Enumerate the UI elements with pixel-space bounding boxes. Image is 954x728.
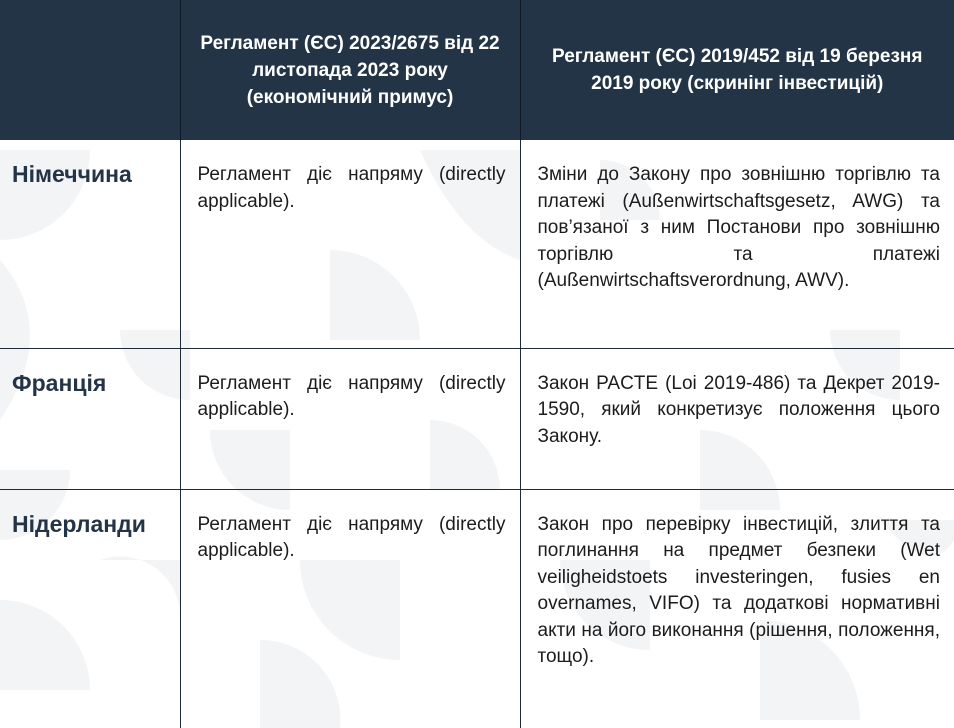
- country-label: Німеччина: [0, 140, 180, 348]
- table-row-france: [0, 348, 954, 489]
- table-cell: Закон PACTE (Loi 2019-486) та Декрет 2019-1590, який конкретизує положення цього Закону.: [520, 348, 954, 489]
- table-cell: Зміни до Закону про зовнішню торгівлю та платежі (Außenwirtschaftsgesetz, AWG) та пов’язаної з ним Постанови про зовнішню торгівлю та платежі (Außenwirtschaftsverordnung, AWV).: [520, 140, 954, 348]
- header-corner-cell: [0, 0, 180, 140]
- table-header-row: [0, 0, 954, 140]
- table-row-netherlands: [0, 489, 954, 728]
- table-cell: Регламент діє напряму (directly applicable).: [180, 489, 520, 728]
- table-cell: Закон про перевірку інвестицій, злиття та поглинання на предмет безпеки (Wet veiligheidstoets investeringen, fusies en overnames, VIFO) та додаткові нормативні акти на його виконання (рішення, положення, тощо).: [537, 513, 940, 667]
- header-regulation-2019-452: Регламент (ЄС) 2019/452 від 19 березня 2019 року (скринінг інвестицій): [520, 0, 954, 140]
- country-label: Нідерланди: [0, 489, 180, 728]
- table-row-germany: [0, 140, 954, 348]
- country-label: Франція: [0, 348, 180, 489]
- table-cell: Регламент діє напряму (directly applicable).: [180, 140, 520, 348]
- table-cell: Регламент діє напряму (directly applicable).: [180, 348, 520, 489]
- header-regulation-2023-2675: Регламент (ЄС) 2023/2675 від 22 листопада 2023 року (економічний примус): [180, 0, 520, 140]
